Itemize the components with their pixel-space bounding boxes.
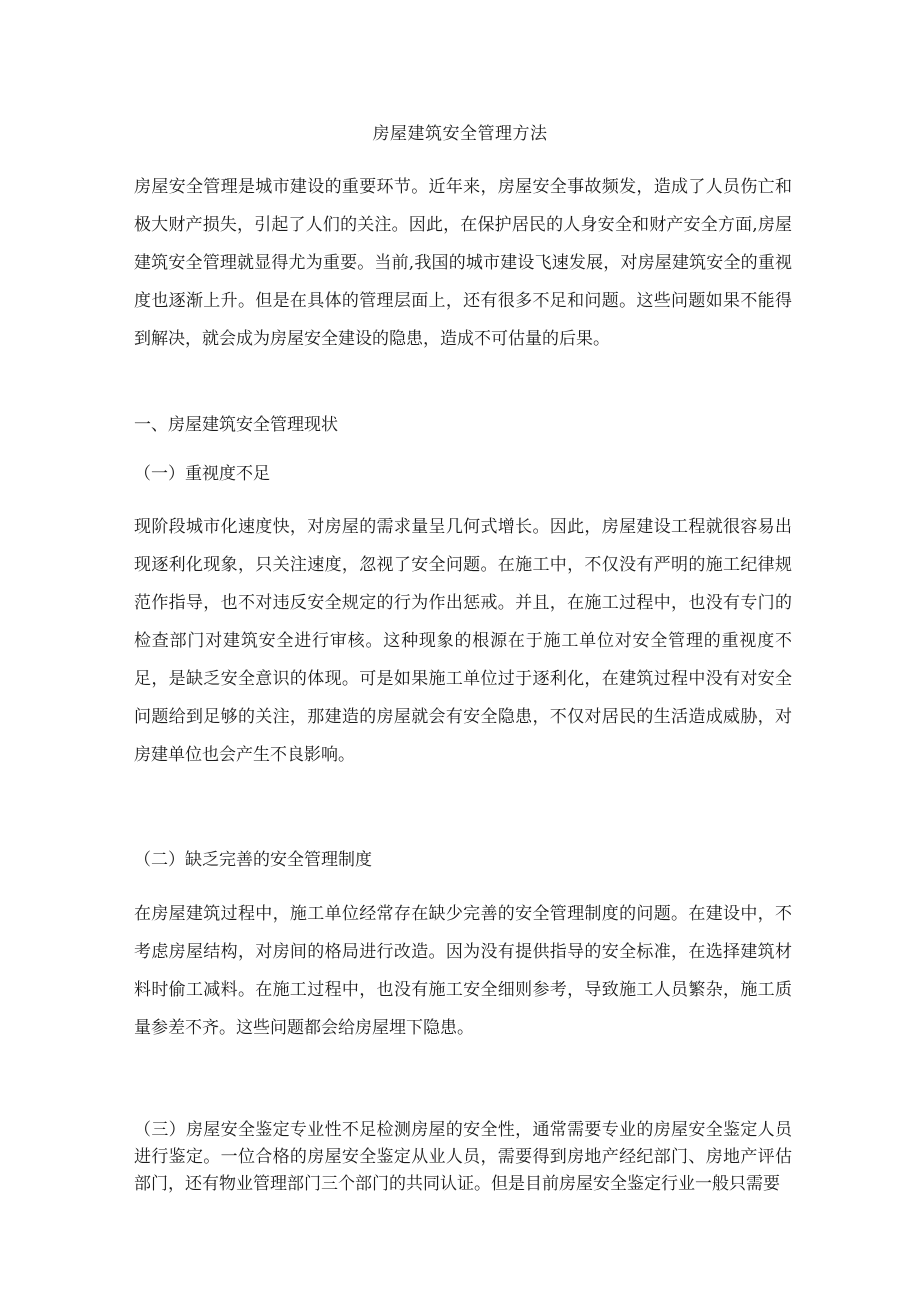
- subsection-body-appraisal: （三）房屋安全鉴定专业性不足检测房屋的安全性，通常需要专业的房屋安全鉴定人员进行鉴定。一位合格的房屋安全鉴定从业人员，需要得到房地产经纪部门、房地产评估部门，还有物业管理部门三个部门的共同认证。但是目前房屋安全鉴定行业一般只需要: [134, 1120, 792, 1194]
- subsection-heading-lacking-system: （二）缺乏完善的安全管理制度: [134, 850, 372, 870]
- subsection-body-lacking-system: 在房屋建筑过程中，施工单位经常存在缺少完善的安全管理制度的问题。在建设中，不考虑房屋结构，对房间的格局进行改造。因为没有提供指导的安全标准，在选择建筑材料时偷工减料。在施工过程中，也没有施工安全细则参考，导致施工人员繁杂，施工质量参差不齐。这些问题都会给房屋埋下隐患。: [134, 904, 792, 1038]
- subsection-heading-insufficient-attention: （一）重视度不足: [134, 464, 270, 484]
- section-heading-status: 一、房屋建筑安全管理现状: [134, 415, 338, 435]
- document-title: 房屋建筑安全管理方法: [372, 124, 548, 144]
- intro-paragraph: 房屋安全管理是城市建设的重要环节。近年来，房屋安全事故频发，造成了人员伤亡和极大财产损失，引起了人们的关注。因此，在保护居民的人身安全和财产安全方面,房屋建筑安全管理就显得尤为重要。当前,我国的城市建设飞速发展，对房屋建筑安全的重视度也逐渐上升。但是在具体的管理层面上，还有很多不足和问题。这些问题如果不能得到解决，就会成为房屋安全建设的隐患，造成不可估量的后果。: [134, 177, 792, 349]
- subsection-body-insufficient-attention: 现阶段城市化速度快，对房屋的需求量呈几何式增长。因此，房屋建设工程就很容易出现逐利化现象，只关注速度，忽视了安全问题。在施工中，不仅没有严明的施工纪律规范作指导，也不对违反安全规定的行为作出惩戒。并且，在施工过程中，也没有专门的检查部门对建筑安全进行审核。这种现象的根源在于施工单位对安全管理的重视度不足，是缺乏安全意识的体现。可是如果施工单位过于逐利化，在建筑过程中没有对安全问题给到足够的关注，那建造的房屋就会有安全隐患，不仅对居民的生活造成威胁，对房建单位也会产生不良影响。: [134, 517, 792, 765]
